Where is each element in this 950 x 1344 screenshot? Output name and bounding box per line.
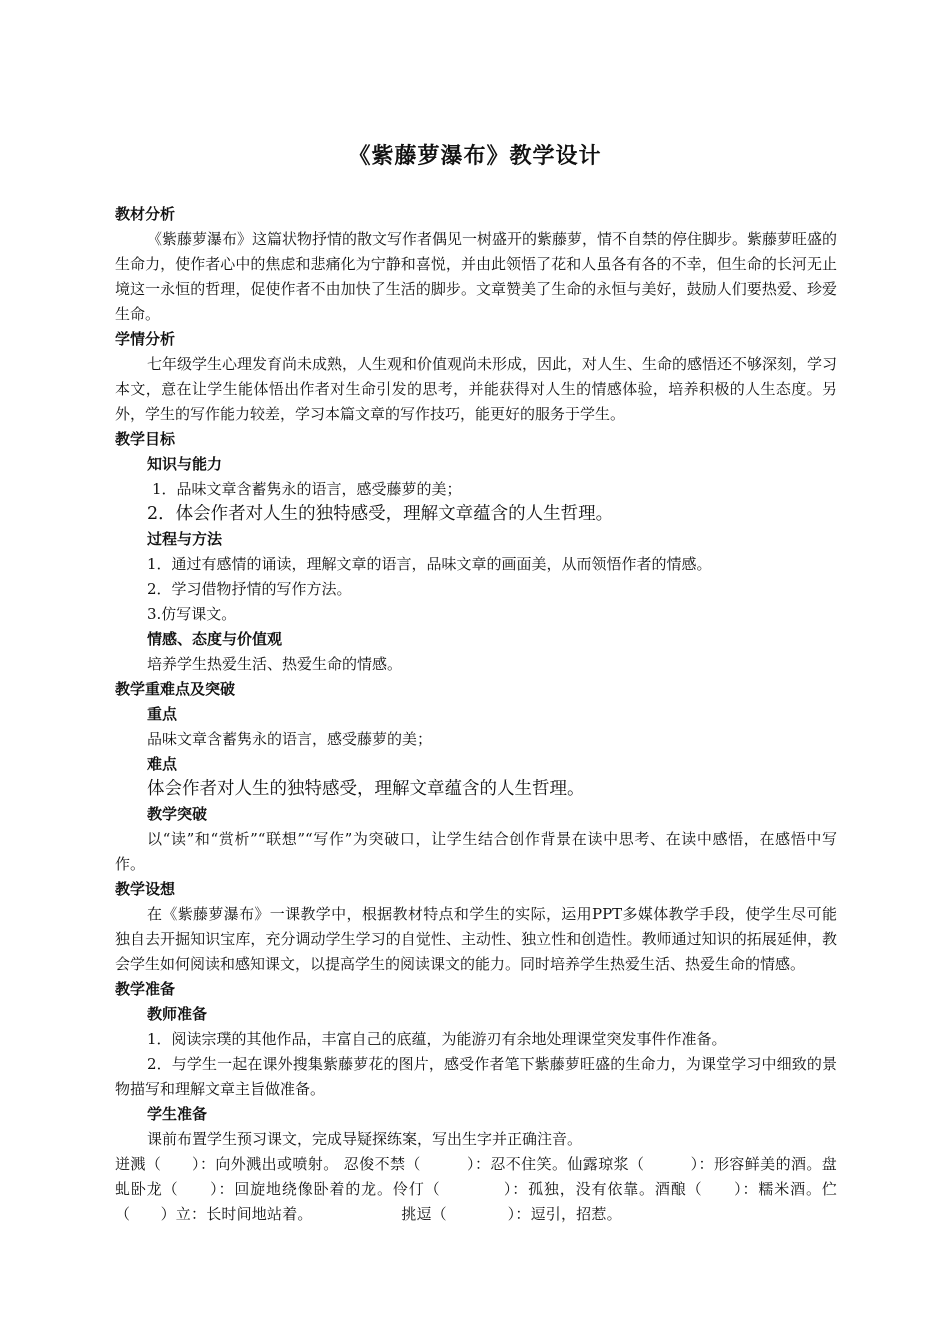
heading-teaching-goals: 教学目标 (115, 430, 176, 448)
heading-student-analysis: 学情分析 (115, 330, 176, 348)
subheading-knowledge: 知识与能力 (147, 455, 223, 473)
heading-material-analysis: 教材分析 (115, 205, 176, 223)
subheading-student-prep: 学生准备 (147, 1105, 208, 1123)
student-analysis-text: 七年级学生心理发育尚未成熟，人生观和价值观尚未形成，因此，对人生、生命的感悟还不够深刻，学习本文，意在让学生能体悟出作者对生命引发的思考，并能获得对人生的情感体验，培养积极的人生态度。另外，学生的写作能力较差，学习本篇文章的写作技巧，能更好的服务于学生。 (115, 355, 838, 423)
subheading-teacher-prep: 教师准备 (147, 1005, 208, 1023)
key-text: 品味文章含蓄隽永的语言，感受藤萝的美； (147, 730, 433, 748)
difficult-text: 体会作者对人生的独特感受，理解文章蕴含的人生哲理。 (147, 779, 585, 799)
process-item-2: 2．学习借物抒情的写作方法。 (147, 580, 352, 598)
heading-key-points: 教学重难点及突破 (115, 680, 236, 698)
material-analysis-text: 《紫藤萝瀑布》这篇状物抒情的散文写作者偶见一树盛开的紫藤萝，情不自禁的停住脚步。紫藤萝旺盛的生命力，使作者心中的焦虑和悲痛化为宁静和喜悦，并由此领悟了花和人虽各有各的不幸，但生命的长河无止境这一永恒的哲理，促使作者不由加快了生活的脚步。文章赞美了生命的永恒与美好，鼓励人们要热爱、珍爱生命。 (115, 230, 838, 323)
teaching-concept-text: 在《紫藤萝瀑布》一课教学中，根据教材特点和学生的实际，运用PPT多媒体教学手段，使学生尽可能独自去开掘知识宝库，充分调动学生学习的自觉性、主动性、独立性和创造性。教师通过知识的拓展延伸，教会学生如何阅读和感知课文，以提高学生的阅读课文的能力。同时培养学生热爱生活、热爱生命的情感。 (115, 905, 837, 973)
heading-preparation: 教学准备 (115, 980, 176, 998)
process-item-3: 3.仿写课文。 (147, 605, 237, 623)
subheading-difficult: 难点 (147, 755, 178, 773)
document-body (115, 202, 837, 1227)
vocabulary-exercise: 迸溅（ ）：向外溅出或喷射。 忍俊不禁（ ）：忍不住笑。仙露琼浆（ ）：形容鲜美的酒。盘虬卧龙（ ）：回旋地绕像卧着的龙。伶仃（ ）：孤独，没有依靠。酒酿（ ）：糯米酒。伫（ ）立：长时间地站着。 挑逗（ ）：逗引，招惹。 (115, 1155, 837, 1223)
knowledge-item-2: 2．体会作者对人生的独特感受，理解文章蕴含的人生哲理。 (147, 504, 614, 524)
heading-teaching-concept: 教学设想 (115, 880, 176, 898)
breakthrough-text: 以“读”和“赏析”“联想”“写作”为突破口，让学生结合创作背景在读中思考、在读中感悟，在感悟中写作。 (115, 830, 837, 873)
document-title: 《紫藤萝瀑布》教学设计 (348, 144, 602, 169)
subheading-key: 重点 (147, 705, 178, 723)
knowledge-item-1: 1．品味文章含蓄隽永的语言，感受藤萝的美； (152, 480, 462, 498)
teacher-prep-item-2: 2．与学生一起在课外搜集紫藤萝花的图片，感受作者笔下紫藤萝旺盛的生命力，为课堂学习中细致的景物描写和理解文章主旨做准备。 (115, 1055, 837, 1098)
subheading-process: 过程与方法 (147, 530, 223, 548)
subheading-breakthrough: 教学突破 (147, 805, 208, 823)
process-item-1: 1．通过有感情的诵读，理解文章的语言，品味文章的画面美，从而领悟作者的情感。 (147, 555, 712, 573)
emotion-text: 培养学生热爱生活、热爱生命的情感。 (147, 655, 403, 673)
teacher-prep-item-1: 1．阅读宗璞的其他作品，丰富自己的底蕴，为能游刃有余地处理课堂突发事件作准备。 (147, 1030, 727, 1048)
subheading-emotion: 情感、态度与价值观 (147, 630, 283, 648)
student-prep-text: 课前布置学生预习课文，完成导疑探练案，写出生字并正确注音。 (147, 1130, 583, 1148)
